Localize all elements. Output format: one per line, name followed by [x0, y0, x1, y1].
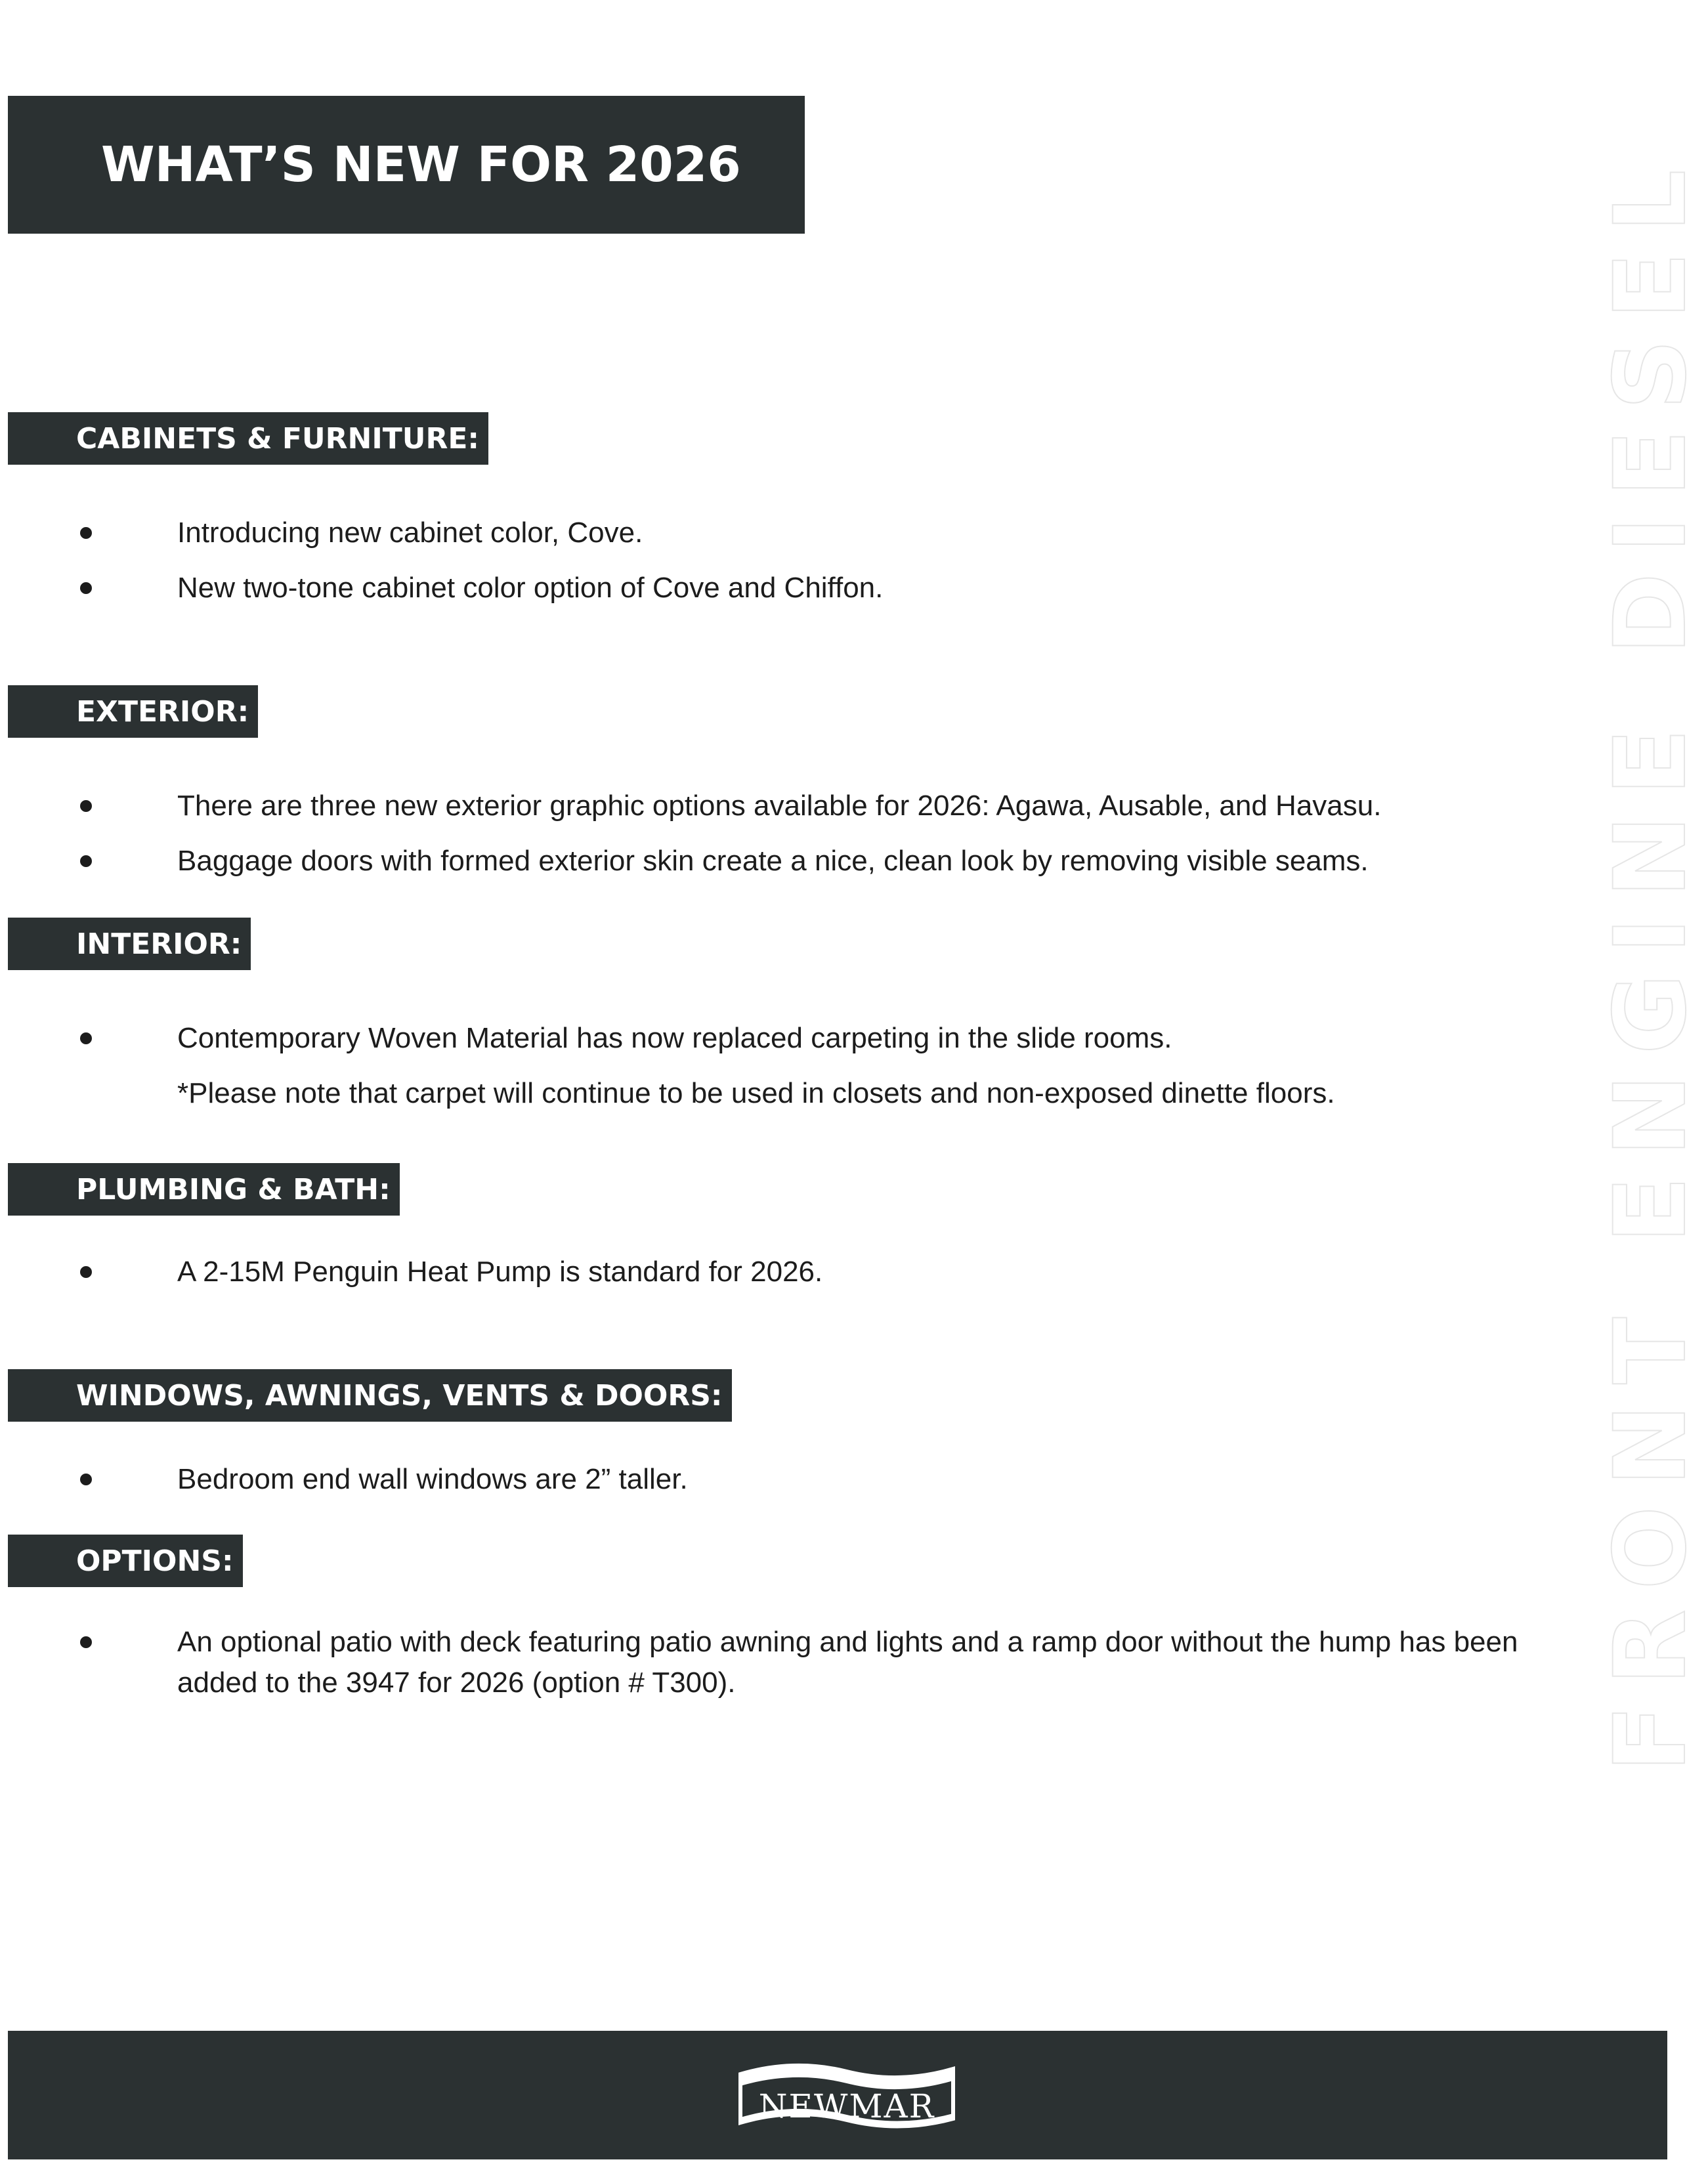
bullet-icon [80, 1266, 92, 1278]
title-banner [8, 96, 805, 234]
bullet-icon [80, 1474, 92, 1485]
bullet-icon [80, 855, 92, 867]
section-heading-plumbing: PLUMBING & BATH: [8, 1163, 400, 1216]
bullet-icon [80, 527, 92, 539]
section-heading-interior: INTERIOR: [8, 918, 251, 970]
interior-note: *Please note that carpet will continue to be used in closets and non-exposed dinette floors. [177, 1077, 1335, 1109]
section-heading-options: OPTIONS: [8, 1535, 243, 1587]
footer-logo-text: NEWMAR [758, 2087, 935, 2125]
section-heading-exterior: EXTERIOR: [8, 685, 258, 738]
watermark-text: FRONT ENGINE DIESEL [1594, 150, 1708, 1772]
bullet-icon [80, 582, 92, 594]
page-title: WHAT’S NEW FOR 2026 [101, 137, 741, 193]
bullet-icon [80, 800, 92, 812]
options-continuation: added to the 3947 for 2026 (option # T300). [177, 1667, 736, 1699]
section-heading-cabinets: CABINETS & FURNITURE: [8, 412, 488, 465]
section-heading-windows: WINDOWS, AWNINGS, VENTS & DOORS: [8, 1369, 732, 1422]
bullet-icon [80, 1032, 92, 1044]
bullet-icon [80, 1636, 92, 1648]
